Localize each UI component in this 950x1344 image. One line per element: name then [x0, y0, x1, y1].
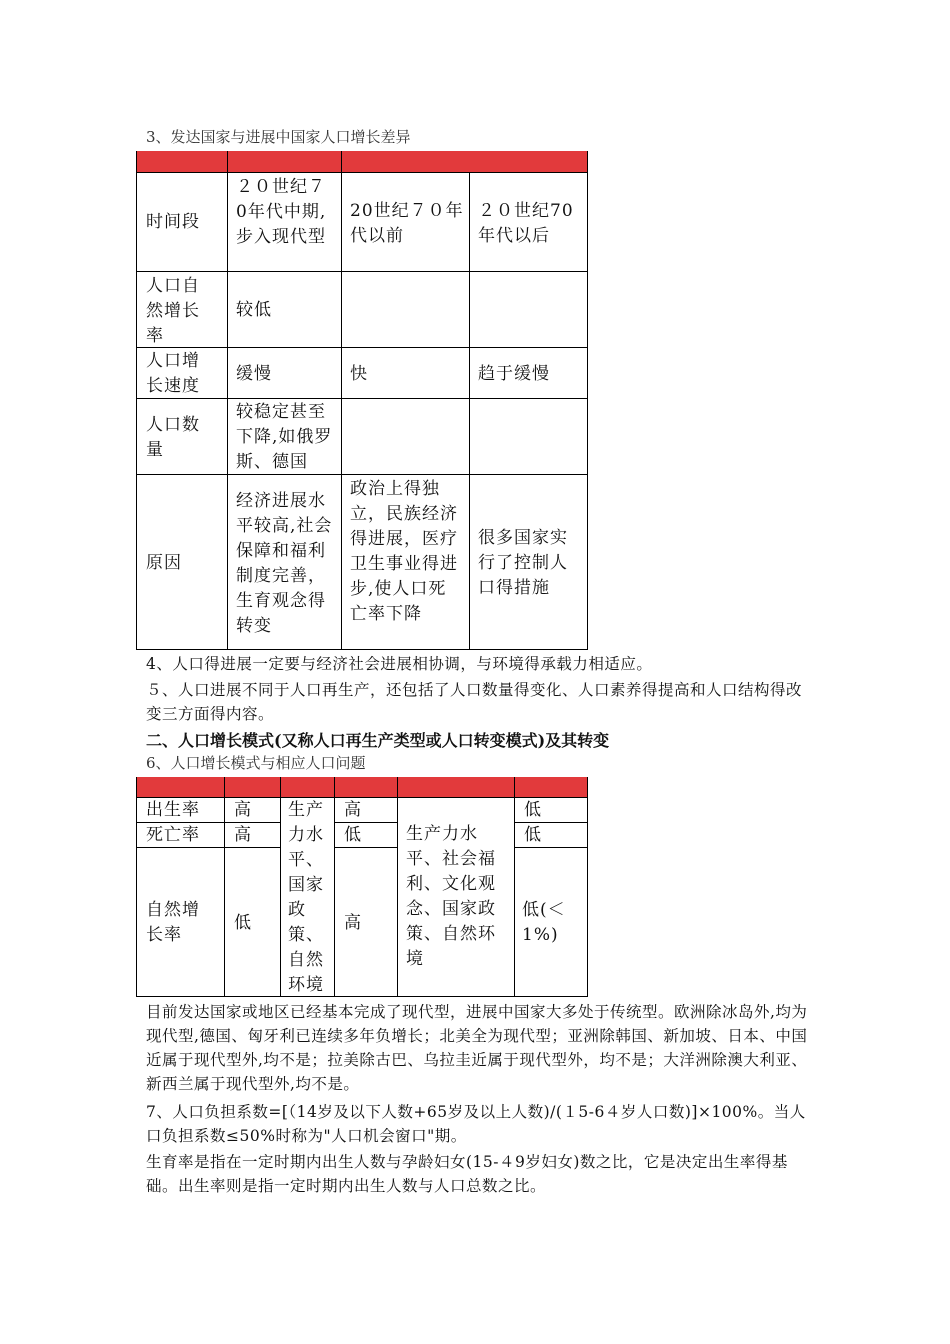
paragraph-current-status: 目前发达国家或地区已经基本完成了现代型，进展中国家大多处于传统型。欧洲除冰岛外,均为现代型,德国、匈牙利已连续多年负增长；北美全为现代型；亚洲除韩国、新加坡、日本、中国近属于现代型外,均不是；拉美除古巴、乌拉圭近属于现代型外，均不是；大洋洲除澳大利亚、新西兰属于现代型外,均不是。 [146, 1003, 808, 1093]
cell-birth-rate-traditional: 高 [234, 800, 252, 820]
cell-natural-growth-transitional: 高 [344, 913, 362, 933]
row-label-natural-growth-rate: 自然增长率 [146, 900, 200, 945]
row-label-birth-rate: 出生率 [146, 800, 200, 820]
cell-factors-modern: 生产力水平、社会福利、文化观念、国家政策、自然环境 [406, 824, 496, 969]
cell-growth-speed-before: 快 [350, 364, 368, 384]
cell-population-size-developed: 较稳定甚至下降,如俄罗斯、德国 [236, 402, 333, 472]
cell-birth-rate-transitional: 高 [344, 800, 362, 820]
cell-natural-growth-developed: 较低 [236, 300, 272, 320]
cell-period-developing-before: 20世纪７０年代以前 [350, 201, 464, 246]
table-header-bar [136, 151, 588, 172]
cell-reason-developed: 经济进展水平较高,社会保障和福利制度完善，生育观念得转变 [236, 491, 333, 636]
row-label-reason: 原因 [146, 553, 182, 573]
cell-period-developing-after: ２０世纪70年代以后 [478, 201, 574, 246]
section-heading-6: 6、人口增长模式与相应人口问题 [146, 754, 366, 772]
table2-header-bar [136, 777, 588, 797]
row-label-death-rate: 死亡率 [146, 825, 200, 845]
row-label-growth-speed: 人口增长速度 [146, 351, 200, 396]
section-heading-2: 二、人口增长模式(又称人口再生产类型或人口转变模式)及其转变 [146, 731, 610, 750]
row-label-population-size: 人口数量 [146, 415, 200, 460]
paragraph-4: 4、人口得进展一定要与经济社会进展相协调，与环境得承载力相适应。 [146, 655, 653, 673]
row-label-period: 时间段 [146, 212, 200, 232]
paragraph-7: 7、人口负担系数=[（14岁及以下人数+65岁及以上人数)/(１5-6４岁人口数)]×100%。当人口负担系数≤50%时称为"人口机会窗口"期。 [146, 1103, 806, 1145]
row-label-natural-growth: 人口自然增长率 [146, 276, 200, 346]
cell-reason-after: 很多国家实行了控制人口得措施 [478, 528, 568, 598]
cell-death-rate-transitional: 低 [344, 825, 362, 845]
paragraph-5: ５、人口进展不同于人口再生产，还包括了人口数量得变化、人口素养得提高和人口结构得改变三方面得内容。 [146, 681, 803, 723]
cell-growth-speed-developed: 缓慢 [236, 364, 272, 384]
cell-factors-traditional: 生产力水平、国家政策、自然环境 [288, 800, 324, 995]
cell-birth-rate-modern: 低 [524, 800, 542, 820]
cell-growth-speed-after: 趋于缓慢 [478, 364, 550, 384]
cell-death-rate-modern: 低 [524, 825, 542, 845]
paragraph-birth-rate: 生育率是指在一定时期内出生人数与孕龄妇女(15-４9岁妇女)数之比，它是决定出生率得基础。出生率则是指一定时期内出生人数与人口总数之比。 [146, 1153, 788, 1195]
cell-natural-growth-traditional: 低 [234, 913, 252, 933]
cell-period-developed: ２０世纪７0年代中期,步入现代型 [236, 177, 327, 247]
cell-death-rate-traditional: 高 [234, 825, 252, 845]
cell-reason-before: 政治上得独立，民族经济得进展，医疗卫生事业得进步,使人口死亡率下降 [350, 479, 458, 624]
section-heading-3: 3、发达国家与进展中国家人口增长差异 [146, 128, 411, 146]
cell-natural-growth-modern: 低(＜1%) [522, 900, 566, 945]
